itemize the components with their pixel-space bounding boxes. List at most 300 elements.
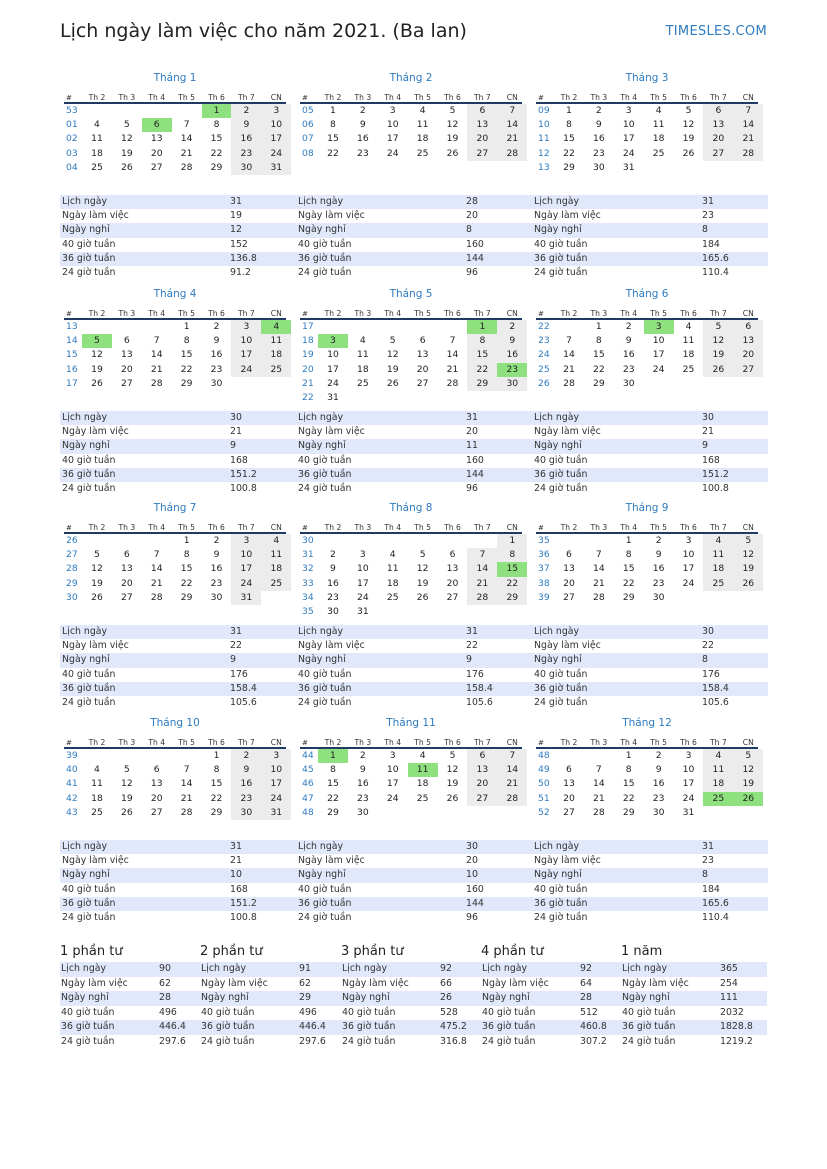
day-cell[interactable]: 8: [467, 334, 497, 348]
day-cell[interactable]: 30: [327, 605, 339, 617]
day-cell[interactable]: 24: [356, 591, 369, 603]
day-cell[interactable]: 26: [91, 377, 103, 389]
day-cell[interactable]: 14: [150, 563, 163, 575]
day-cell[interactable]: 16: [652, 563, 665, 575]
day-cell[interactable]: 11: [356, 349, 369, 361]
day-cell[interactable]: 22: [467, 363, 497, 377]
day-cell[interactable]: 1: [330, 105, 336, 116]
day-cell[interactable]: 14: [592, 778, 605, 790]
day-cell[interactable]: 17: [386, 133, 399, 145]
day-cell[interactable]: 29: [592, 377, 605, 389]
day-cell[interactable]: 31: [231, 591, 261, 605]
day-cell[interactable]: 30: [210, 377, 223, 389]
day-cell[interactable]: 22: [210, 792, 223, 804]
day-cell[interactable]: 1: [566, 105, 572, 116]
day-cell[interactable]: 4: [703, 534, 733, 548]
day-cell[interactable]: 15: [180, 349, 193, 361]
day-cell[interactable]: 2: [359, 105, 366, 116]
day-cell[interactable]: 28: [592, 806, 605, 818]
day-cell[interactable]: 17: [682, 563, 695, 575]
day-cell[interactable]: 6: [419, 335, 426, 347]
holiday-day-cell[interactable]: 1: [467, 320, 497, 334]
day-cell[interactable]: 19: [733, 777, 763, 791]
day-cell[interactable]: 22: [622, 577, 635, 589]
day-cell[interactable]: 29: [467, 377, 497, 391]
day-cell[interactable]: 7: [497, 104, 527, 118]
day-cell[interactable]: 12: [416, 563, 429, 575]
day-cell[interactable]: 29: [563, 161, 575, 173]
day-cell[interactable]: 28: [150, 377, 163, 389]
day-cell[interactable]: 27: [446, 591, 459, 603]
day-cell[interactable]: 14: [180, 133, 193, 145]
day-cell[interactable]: 11: [261, 548, 291, 562]
day-cell[interactable]: 16: [652, 778, 665, 790]
day-cell[interactable]: 11: [91, 133, 103, 145]
day-cell[interactable]: 5: [449, 105, 456, 116]
day-cell[interactable]: 23: [231, 147, 261, 161]
day-cell[interactable]: 31: [261, 806, 291, 820]
day-cell[interactable]: 18: [652, 133, 665, 145]
day-cell[interactable]: 21: [150, 363, 163, 375]
day-cell[interactable]: 3: [231, 534, 261, 548]
day-cell[interactable]: 15: [467, 348, 497, 362]
day-cell[interactable]: 27: [150, 161, 163, 173]
holiday-day-cell[interactable]: 4: [261, 320, 291, 334]
day-cell[interactable]: 12: [446, 764, 459, 776]
day-cell[interactable]: 31: [622, 161, 635, 173]
day-cell[interactable]: 12: [733, 548, 763, 562]
day-cell[interactable]: 10: [261, 118, 291, 132]
day-cell[interactable]: 31: [261, 161, 291, 175]
day-cell[interactable]: 14: [497, 763, 527, 777]
day-cell[interactable]: 8: [213, 119, 220, 131]
day-cell[interactable]: 21: [180, 792, 193, 804]
day-cell[interactable]: 14: [467, 562, 497, 576]
day-cell[interactable]: 5: [389, 335, 396, 347]
day-cell[interactable]: 16: [356, 778, 369, 790]
day-cell[interactable]: 26: [703, 363, 733, 377]
day-cell[interactable]: 23: [356, 147, 369, 159]
day-cell[interactable]: 31: [682, 806, 695, 818]
day-cell[interactable]: 5: [733, 534, 763, 548]
day-cell[interactable]: 13: [563, 778, 575, 790]
day-cell[interactable]: 3: [231, 320, 261, 334]
day-cell[interactable]: 21: [733, 132, 763, 146]
day-cell[interactable]: 6: [123, 335, 130, 347]
day-cell[interactable]: 28: [150, 591, 163, 603]
day-cell[interactable]: 23: [652, 792, 665, 804]
day-cell[interactable]: 2: [359, 750, 366, 761]
day-cell[interactable]: 10: [386, 119, 399, 131]
day-cell[interactable]: 27: [120, 591, 133, 603]
day-cell[interactable]: 20: [563, 792, 575, 804]
day-cell[interactable]: 24: [386, 792, 399, 804]
day-cell[interactable]: 6: [566, 549, 572, 561]
day-cell[interactable]: 12: [91, 563, 103, 575]
day-cell[interactable]: 27: [120, 377, 133, 389]
day-cell[interactable]: 6: [733, 320, 763, 334]
day-cell[interactable]: 24: [261, 147, 291, 161]
day-cell[interactable]: 10: [682, 764, 695, 776]
day-cell[interactable]: 11: [703, 763, 733, 777]
day-cell[interactable]: 8: [625, 549, 632, 561]
day-cell[interactable]: 10: [327, 349, 339, 361]
day-cell[interactable]: 27: [467, 792, 497, 806]
holiday-day-cell[interactable]: 11: [408, 763, 438, 777]
day-cell[interactable]: 6: [153, 764, 160, 776]
day-cell[interactable]: 4: [419, 105, 426, 116]
holiday-day-cell[interactable]: 3: [318, 334, 348, 348]
day-cell[interactable]: 30: [652, 591, 665, 603]
day-cell[interactable]: 18: [682, 349, 695, 361]
day-cell[interactable]: 24: [652, 363, 665, 375]
holiday-day-cell[interactable]: 1: [202, 104, 232, 118]
day-cell[interactable]: 10: [386, 764, 399, 776]
day-cell[interactable]: 4: [703, 749, 733, 763]
day-cell[interactable]: 28: [563, 377, 575, 389]
day-cell[interactable]: 5: [449, 750, 456, 761]
day-cell[interactable]: 27: [733, 363, 763, 377]
day-cell[interactable]: 10: [682, 549, 695, 561]
day-cell[interactable]: 17: [231, 562, 261, 576]
day-cell[interactable]: 24: [386, 147, 399, 159]
day-cell[interactable]: 30: [497, 377, 527, 391]
day-cell[interactable]: 9: [625, 335, 632, 347]
day-cell[interactable]: 26: [120, 806, 133, 818]
day-cell[interactable]: 2: [213, 321, 220, 332]
day-cell[interactable]: 20: [120, 363, 133, 375]
day-cell[interactable]: 24: [261, 792, 291, 806]
day-cell[interactable]: 5: [419, 549, 426, 561]
day-cell[interactable]: 4: [359, 335, 366, 347]
day-cell[interactable]: 1: [625, 750, 632, 761]
day-cell[interactable]: 8: [625, 764, 632, 776]
day-cell[interactable]: 18: [703, 562, 733, 576]
day-cell[interactable]: 1: [183, 535, 190, 546]
day-cell[interactable]: 2: [655, 750, 662, 761]
day-cell[interactable]: 22: [210, 147, 223, 159]
day-cell[interactable]: 28: [497, 792, 527, 806]
day-cell[interactable]: 12: [703, 334, 733, 348]
day-cell[interactable]: 13: [733, 334, 763, 348]
day-cell[interactable]: 6: [449, 549, 456, 561]
day-cell[interactable]: 4: [261, 534, 291, 548]
day-cell[interactable]: 2: [497, 320, 527, 334]
day-cell[interactable]: 29: [622, 591, 635, 603]
day-cell[interactable]: 13: [446, 563, 459, 575]
day-cell[interactable]: 13: [120, 349, 133, 361]
day-cell[interactable]: 26: [446, 147, 459, 159]
day-cell[interactable]: 10: [261, 763, 291, 777]
day-cell[interactable]: 2: [625, 321, 632, 332]
day-cell[interactable]: 1: [497, 534, 527, 548]
day-cell[interactable]: 19: [91, 577, 103, 589]
day-cell[interactable]: 19: [120, 147, 133, 159]
day-cell[interactable]: 10: [652, 335, 665, 347]
day-cell[interactable]: 13: [120, 563, 133, 575]
day-cell[interactable]: 25: [703, 577, 733, 591]
day-cell[interactable]: 5: [123, 764, 130, 776]
day-cell[interactable]: 15: [622, 778, 635, 790]
day-cell[interactable]: 7: [183, 764, 190, 776]
day-cell[interactable]: 7: [566, 335, 572, 347]
holiday-day-cell[interactable]: 23: [497, 363, 527, 377]
day-cell[interactable]: 20: [703, 132, 733, 146]
day-cell[interactable]: 25: [91, 161, 103, 173]
day-cell[interactable]: 27: [563, 806, 575, 818]
day-cell[interactable]: 16: [497, 348, 527, 362]
day-cell[interactable]: 6: [566, 764, 572, 776]
day-cell[interactable]: 20: [733, 348, 763, 362]
day-cell[interactable]: 24: [622, 147, 635, 159]
day-cell[interactable]: 3: [389, 105, 396, 116]
day-cell[interactable]: 14: [592, 563, 605, 575]
holiday-day-cell[interactable]: 15: [497, 562, 527, 576]
day-cell[interactable]: 9: [655, 549, 662, 561]
day-cell[interactable]: 28: [497, 147, 527, 161]
day-cell[interactable]: 15: [622, 563, 635, 575]
day-cell[interactable]: 29: [622, 806, 635, 818]
day-cell[interactable]: 20: [416, 363, 429, 375]
day-cell[interactable]: 12: [120, 133, 133, 145]
day-cell[interactable]: 25: [416, 792, 429, 804]
day-cell[interactable]: 19: [120, 792, 133, 804]
day-cell[interactable]: 16: [231, 777, 261, 791]
day-cell[interactable]: 7: [595, 549, 602, 561]
day-cell[interactable]: 23: [592, 147, 605, 159]
day-cell[interactable]: 24: [682, 577, 695, 589]
day-cell[interactable]: 12: [682, 119, 695, 131]
day-cell[interactable]: 21: [446, 363, 459, 375]
day-cell[interactable]: 26: [416, 591, 429, 603]
day-cell[interactable]: 23: [327, 591, 339, 603]
day-cell[interactable]: 8: [497, 548, 527, 562]
day-cell[interactable]: 12: [120, 778, 133, 790]
day-cell[interactable]: 13: [416, 349, 429, 361]
day-cell[interactable]: 25: [682, 363, 695, 375]
day-cell[interactable]: 30: [210, 591, 223, 603]
day-cell[interactable]: 26: [120, 161, 133, 173]
day-cell[interactable]: 22: [563, 147, 575, 159]
day-cell[interactable]: 21: [497, 132, 527, 146]
day-cell[interactable]: 3: [685, 750, 692, 761]
day-cell[interactable]: 7: [449, 335, 456, 347]
day-cell[interactable]: 20: [150, 792, 163, 804]
day-cell[interactable]: 14: [180, 778, 193, 790]
day-cell[interactable]: 13: [150, 778, 163, 790]
day-cell[interactable]: 17: [652, 349, 665, 361]
day-cell[interactable]: 18: [703, 777, 733, 791]
day-cell[interactable]: 1: [595, 321, 602, 332]
day-cell[interactable]: 10: [231, 548, 261, 562]
day-cell[interactable]: 2: [655, 535, 662, 546]
day-cell[interactable]: 25: [91, 806, 103, 818]
day-cell[interactable]: 15: [592, 349, 605, 361]
day-cell[interactable]: 17: [261, 777, 291, 791]
day-cell[interactable]: 14: [446, 349, 459, 361]
day-cell[interactable]: 11: [416, 119, 429, 131]
day-cell[interactable]: 21: [150, 577, 163, 589]
day-cell[interactable]: 20: [467, 777, 497, 791]
day-cell[interactable]: 8: [330, 764, 336, 776]
day-cell[interactable]: 7: [153, 335, 160, 347]
day-cell[interactable]: 24: [231, 577, 261, 591]
day-cell[interactable]: 19: [682, 133, 695, 145]
day-cell[interactable]: 9: [231, 118, 261, 132]
day-cell[interactable]: 3: [359, 549, 366, 561]
day-cell[interactable]: 26: [386, 377, 399, 389]
day-cell[interactable]: 7: [595, 764, 602, 776]
day-cell[interactable]: 24: [231, 363, 261, 377]
day-cell[interactable]: 4: [389, 549, 396, 561]
day-cell[interactable]: 17: [231, 348, 261, 362]
day-cell[interactable]: 19: [733, 562, 763, 576]
day-cell[interactable]: 10: [622, 119, 635, 131]
day-cell[interactable]: 9: [497, 334, 527, 348]
day-cell[interactable]: 29: [180, 591, 193, 603]
day-cell[interactable]: 17: [682, 778, 695, 790]
day-cell[interactable]: 10: [356, 563, 369, 575]
day-cell[interactable]: 13: [467, 763, 497, 777]
day-cell[interactable]: 17: [622, 133, 635, 145]
day-cell[interactable]: 16: [356, 133, 369, 145]
day-cell[interactable]: 21: [467, 577, 497, 591]
day-cell[interactable]: 27: [467, 147, 497, 161]
day-cell[interactable]: 23: [622, 363, 635, 375]
day-cell[interactable]: 1: [625, 535, 632, 546]
day-cell[interactable]: 11: [682, 335, 695, 347]
day-cell[interactable]: 14: [150, 349, 163, 361]
day-cell[interactable]: 22: [180, 577, 193, 589]
day-cell[interactable]: 12: [386, 349, 399, 361]
day-cell[interactable]: 22: [592, 363, 605, 375]
day-cell[interactable]: 12: [91, 349, 103, 361]
day-cell[interactable]: 19: [446, 133, 459, 145]
day-cell[interactable]: 23: [231, 792, 261, 806]
day-cell[interactable]: 30: [592, 161, 605, 173]
day-cell[interactable]: 15: [180, 563, 193, 575]
day-cell[interactable]: 20: [120, 577, 133, 589]
day-cell[interactable]: 13: [150, 133, 163, 145]
day-cell[interactable]: 4: [685, 321, 692, 332]
holiday-day-cell[interactable]: 6: [142, 118, 172, 132]
day-cell[interactable]: 16: [210, 349, 223, 361]
day-cell[interactable]: 28: [446, 377, 459, 389]
day-cell[interactable]: 9: [330, 563, 336, 575]
day-cell[interactable]: 18: [261, 562, 291, 576]
day-cell[interactable]: 8: [183, 549, 190, 561]
day-cell[interactable]: 18: [91, 792, 103, 804]
day-cell[interactable]: 2: [595, 105, 602, 116]
day-cell[interactable]: 27: [703, 147, 733, 161]
day-cell[interactable]: 5: [685, 105, 692, 116]
day-cell[interactable]: 30: [652, 806, 665, 818]
day-cell[interactable]: 21: [592, 577, 605, 589]
day-cell[interactable]: 9: [231, 763, 261, 777]
day-cell[interactable]: 22: [327, 792, 339, 804]
day-cell[interactable]: 18: [386, 577, 399, 589]
day-cell[interactable]: 19: [91, 363, 103, 375]
day-cell[interactable]: 1: [213, 750, 220, 761]
day-cell[interactable]: 29: [180, 377, 193, 389]
day-cell[interactable]: 28: [180, 161, 193, 173]
day-cell[interactable]: 19: [703, 348, 733, 362]
day-cell[interactable]: 29: [327, 806, 339, 818]
day-cell[interactable]: 26: [446, 792, 459, 804]
day-cell[interactable]: 4: [94, 119, 100, 131]
day-cell[interactable]: 19: [446, 778, 459, 790]
day-cell[interactable]: 29: [210, 161, 223, 173]
day-cell[interactable]: 12: [733, 763, 763, 777]
day-cell[interactable]: 17: [386, 778, 399, 790]
day-cell[interactable]: 15: [210, 133, 223, 145]
day-cell[interactable]: 7: [733, 104, 763, 118]
day-cell[interactable]: 17: [356, 577, 369, 589]
day-cell[interactable]: 28: [180, 806, 193, 818]
day-cell[interactable]: 4: [94, 764, 100, 776]
holiday-day-cell[interactable]: 25: [703, 792, 733, 806]
day-cell[interactable]: 30: [622, 377, 635, 389]
day-cell[interactable]: 25: [261, 363, 291, 377]
day-cell[interactable]: 24: [682, 792, 695, 804]
day-cell[interactable]: 18: [91, 147, 103, 159]
day-cell[interactable]: 8: [595, 335, 602, 347]
holiday-day-cell[interactable]: 3: [644, 320, 674, 334]
day-cell[interactable]: 20: [563, 577, 575, 589]
day-cell[interactable]: 14: [497, 118, 527, 132]
day-cell[interactable]: 29: [210, 806, 223, 818]
day-cell[interactable]: 8: [566, 119, 572, 131]
day-cell[interactable]: 6: [467, 749, 497, 763]
day-cell[interactable]: 22: [327, 147, 339, 159]
day-cell[interactable]: 26: [733, 577, 763, 591]
day-cell[interactable]: 18: [356, 363, 369, 375]
day-cell[interactable]: 6: [123, 549, 130, 561]
day-cell[interactable]: 16: [592, 133, 605, 145]
day-cell[interactable]: 9: [655, 764, 662, 776]
day-cell[interactable]: 23: [652, 577, 665, 589]
day-cell[interactable]: 26: [91, 591, 103, 603]
day-cell[interactable]: 9: [595, 119, 602, 131]
day-cell[interactable]: 8: [330, 119, 336, 131]
day-cell[interactable]: 11: [91, 778, 103, 790]
day-cell[interactable]: 11: [261, 334, 291, 348]
day-cell[interactable]: 14: [733, 118, 763, 132]
day-cell[interactable]: 4: [419, 750, 426, 761]
day-cell[interactable]: 25: [416, 147, 429, 159]
day-cell[interactable]: 21: [497, 777, 527, 791]
day-cell[interactable]: 20: [150, 147, 163, 159]
day-cell[interactable]: 2: [231, 104, 261, 118]
day-cell[interactable]: 18: [261, 348, 291, 362]
day-cell[interactable]: 26: [682, 147, 695, 159]
day-cell[interactable]: 27: [563, 591, 575, 603]
day-cell[interactable]: 31: [327, 391, 339, 403]
day-cell[interactable]: 20: [446, 577, 459, 589]
day-cell[interactable]: 28: [733, 147, 763, 161]
day-cell[interactable]: 21: [180, 147, 193, 159]
day-cell[interactable]: 7: [497, 749, 527, 763]
day-cell[interactable]: 18: [416, 133, 429, 145]
day-cell[interactable]: 9: [359, 764, 366, 776]
day-cell[interactable]: 17: [327, 363, 339, 375]
day-cell[interactable]: 1: [183, 321, 190, 332]
day-cell[interactable]: 9: [213, 335, 220, 347]
day-cell[interactable]: 2: [330, 549, 336, 561]
day-cell[interactable]: 3: [685, 535, 692, 546]
day-cell[interactable]: 7: [183, 119, 190, 131]
day-cell[interactable]: 15: [327, 778, 339, 790]
